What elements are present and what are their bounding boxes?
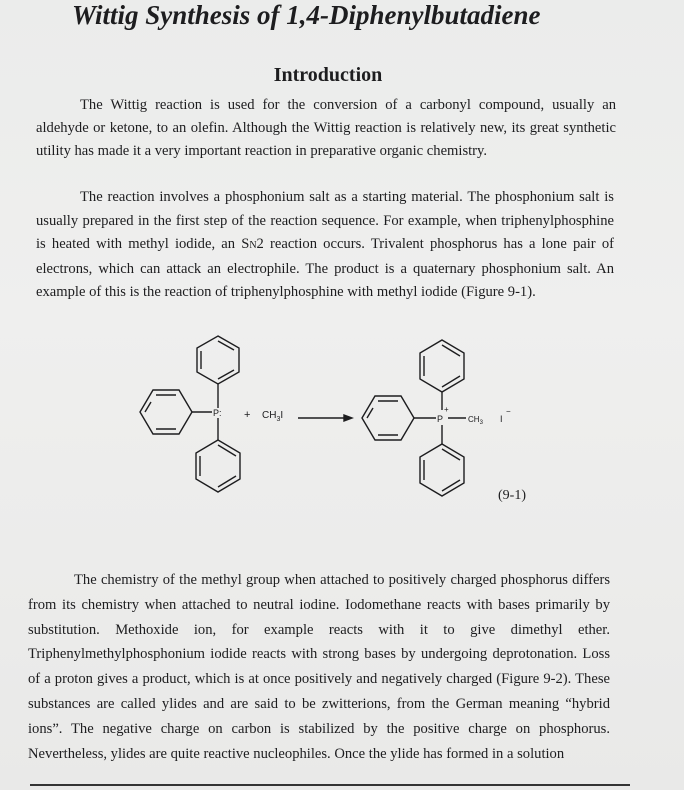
methyl-iodide-ch: CH	[262, 410, 277, 421]
document-title: Wittig Synthesis of 1,4-Diphenylbutadiene	[72, 0, 541, 30]
product-methyl-sub: 3	[479, 420, 483, 426]
phosphonium-charge: +	[444, 405, 449, 414]
methyl-iodide-label	[262, 410, 283, 423]
reactant-bottom-phenyl-ring	[196, 440, 240, 492]
product-top-phenyl-ring	[420, 340, 464, 392]
product-methyl-label	[468, 415, 484, 426]
product-methyl-ch: CH	[468, 415, 480, 424]
reactant-phosphorus-label: P:	[213, 408, 222, 418]
plus-sign: +	[244, 409, 251, 421]
iodide-counterion: I	[500, 414, 503, 424]
paragraph-text: The reaction involves a phosphonium salt as a starting material. The phosphonium salt is usually prepared in the first step of the reaction sequence. For example, when triphenylphosphine is heated with methyl iodide, an S	[36, 189, 614, 252]
paragraph-intro: The Wittig reaction is used for the conversion of a carbonyl compound, usually an aldehyde or ketone, to an olefin. Although the Wittig reaction is relatively new, its great synthetic utility has made it a very important reaction in preparative organic chemistry.	[36, 97, 616, 159]
reactant-left-phenyl-ring	[140, 390, 192, 434]
bottom-rule	[30, 784, 630, 786]
methyl-iodide-i: I	[280, 410, 284, 421]
iodide-charge: −	[506, 407, 511, 416]
sn2-subscript: N	[249, 240, 257, 251]
paragraph-phosphonium-salt	[36, 186, 614, 305]
section-heading: Introduction	[273, 64, 383, 86]
product-left-phenyl-ring	[362, 396, 414, 440]
figure-label: (9-1)	[498, 488, 526, 503]
paragraph-text: 2 reaction occurs. Trivalent phosphorus has a lone pair of electrons, which can attack an electrophile. The product is a quaternary phosphonium salt. An example of this is the reaction of triphenylphosphine with methyl iodide (Figure 9-1).	[36, 236, 614, 300]
reactant-top-phenyl-ring	[197, 336, 239, 384]
reaction-figure-9-1	[0, 328, 684, 518]
methyl-iodide-sub: 3	[276, 416, 281, 423]
product-bottom-phenyl-ring	[420, 444, 464, 496]
paragraph-ylide-chemistry: The chemistry of the methyl group when attached to positively charged phosphorus differs from its chemistry when attached to neutral iodine. Iodomethane reacts with bases primarily by substitution. Methoxide ion, for example reacts with it to give dimethyl ether. Triphenylmethylphosphonium iodide reacts with strong bases by undergoing deprotonation. Loss of a proton gives a product, which is at once positively and negatively charged (Figure 9-2). These substances are called ylides and are said to be zwitterions, from the German meaning “hybrid ions”. The negative charge on carbon is stabilized by the positive charge on phosphorus. Nevertheless, ylides are quite reactive nucleophiles. Once the ylide has formed in a solution	[28, 572, 610, 762]
product-phosphorus-label: P	[437, 414, 444, 424]
